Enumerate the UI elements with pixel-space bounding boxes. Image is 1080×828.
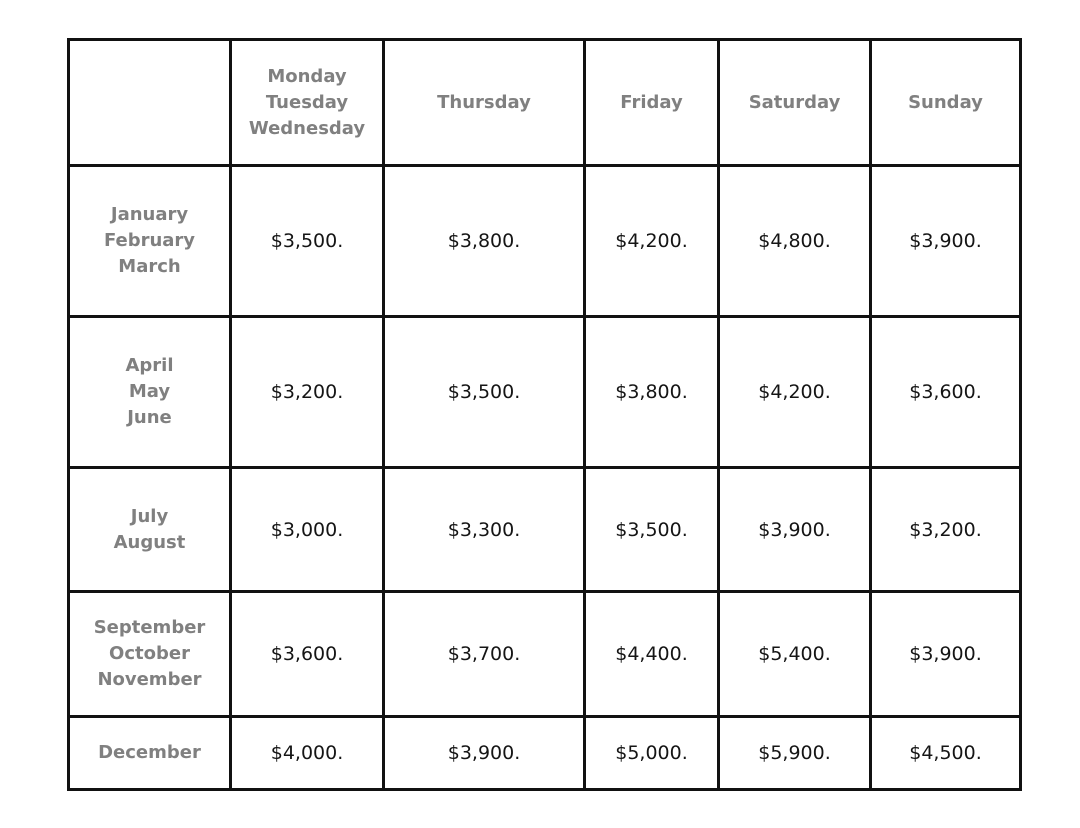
column-header-saturday: Saturday (719, 40, 871, 166)
table-row (69, 166, 1021, 317)
price-cell: $3,500. (384, 317, 585, 468)
row-label-dec: December (69, 717, 231, 790)
column-header-friday: Friday (585, 40, 719, 166)
price-cell: $3,200. (871, 468, 1021, 592)
price-cell: $3,500. (231, 166, 384, 317)
price-cell: $3,800. (384, 166, 585, 317)
corner-cell (69, 40, 231, 166)
column-header-sunday: Sunday (871, 40, 1021, 166)
price-cell: $5,400. (719, 592, 871, 717)
row-label-jan-feb-mar: January February March (69, 166, 231, 317)
price-cell: $3,900. (719, 468, 871, 592)
price-cell: $3,900. (384, 717, 585, 790)
price-cell: $4,200. (719, 317, 871, 468)
table-row (69, 317, 1021, 468)
column-header-mon-tue-wed: Monday Tuesday Wednesday (231, 40, 384, 166)
header-row (69, 40, 1021, 166)
price-cell: $3,900. (871, 592, 1021, 717)
pricing-table (67, 38, 1022, 791)
price-cell: $3,600. (871, 317, 1021, 468)
price-cell: $4,000. (231, 717, 384, 790)
price-cell: $3,200. (231, 317, 384, 468)
table-row (69, 592, 1021, 717)
price-cell: $5,900. (719, 717, 871, 790)
row-label-jul-aug: July August (69, 468, 231, 592)
price-cell: $5,000. (585, 717, 719, 790)
price-cell: $4,400. (585, 592, 719, 717)
price-cell: $4,200. (585, 166, 719, 317)
price-cell: $3,900. (871, 166, 1021, 317)
column-header-thursday: Thursday (384, 40, 585, 166)
price-cell: $4,500. (871, 717, 1021, 790)
price-cell: $3,800. (585, 317, 719, 468)
price-cell: $3,600. (231, 592, 384, 717)
row-label-sep-oct-nov: September October November (69, 592, 231, 717)
row-label-apr-may-jun: April May June (69, 317, 231, 468)
price-cell: $3,300. (384, 468, 585, 592)
price-cell: $4,800. (719, 166, 871, 317)
price-cell: $3,700. (384, 592, 585, 717)
table-row (69, 468, 1021, 592)
table-row (69, 717, 1021, 790)
price-cell: $3,500. (585, 468, 719, 592)
price-cell: $3,000. (231, 468, 384, 592)
